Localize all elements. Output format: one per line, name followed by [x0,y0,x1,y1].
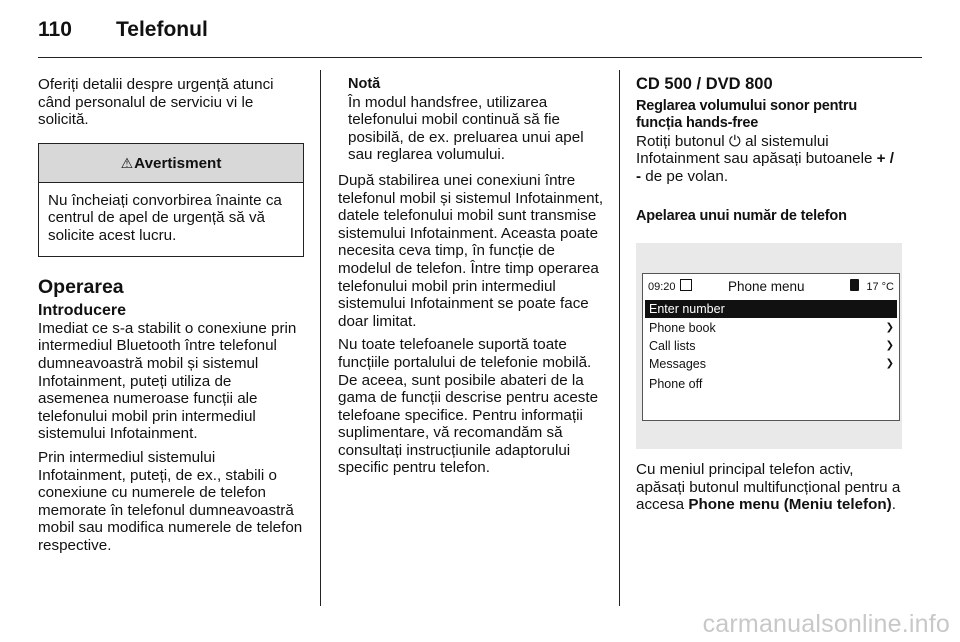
column-1 [38,76,304,560]
column-divider-2 [619,70,620,606]
intro-paragraph: Oferiți detalii despre urgență atunci când personalul de serviciu vi le solicită. [38,76,274,129]
menu-item-enter-number[interactable]: Enter number [645,300,897,318]
volume-text-a: Rotiți butonul [636,132,729,150]
warning-title: Avertisment [134,154,222,172]
phone-menu-display [642,273,900,421]
section-title-cd500: CD 500 / DVD 800 [636,75,773,93]
section-title-operarea: Operarea [38,275,124,298]
page-number: 110 [38,18,72,41]
call-heading: Apelarea unui număr de telefon [636,207,847,224]
volume-heading: Reglarea volumului sonor pentru funcția hands-free [636,97,857,132]
intro-paragraph-1: Imediat ce s-a stabilit o conexiune prin intermediul Bluetooth între telefonul dumneavoastră mobil și sistemul Infotainment, puteți utiliza de asemenea numeroase funcții ale telefonului mobil prin intermediul sistemului Infotainment. [38,319,297,443]
chevron-right-icon: ❯ [885,322,894,334]
column-divider-1 [320,70,321,606]
menu-item-messages[interactable]: Messages ❯ [649,357,894,372]
final-paragraph [636,461,902,514]
warning-box [38,143,304,257]
column-3 [636,76,902,520]
warning-triangle-icon: ⚠ [120,154,134,171]
compatibility-paragraph: Nu toate telefoanele suportă toate funcțiile portalului de telefonie mobilă. De aceea, sunt posibile abateri de la gama de funcții descrise pentru aceste telefoane specifice. Pentru informații suplimentare, vă recomandăm să consultați instrucțiunile adaptorului specific pentru telefon. [338,336,599,477]
chevron-right-icon: ❯ [885,340,894,352]
menu-item-phone-book[interactable]: Phone book ❯ [649,321,894,336]
final-text-b: . [891,496,896,514]
page-title: Telefonul [116,18,208,41]
menu-item-phone-off[interactable]: Phone off [649,377,703,392]
note-block [338,76,604,164]
display-title: Phone menu [728,279,805,295]
phone-menu-screenshot [636,243,902,449]
menu-item-call-lists[interactable]: Call lists ❯ [649,339,894,354]
chevron-right-icon: ❯ [885,358,894,370]
volume-buttons: + / - [636,150,894,185]
phone-menu-label: Phone menu (Meniu telefon) [688,496,892,514]
page-header [38,18,208,42]
subsection-title-introducere: Introducere [38,302,127,320]
power-knob-icon: ⏻ [728,132,741,150]
display-status-bar [643,274,899,296]
volume-text-c: de pe volan. [641,167,729,185]
phone-icon [850,279,859,291]
final-text-a: Cu meniul principal telefon activ, apăsați butonul multifuncțional pentru a accesa [636,461,901,514]
watermark: carmanualsonline.info [702,610,950,638]
warning-header [39,144,303,183]
note-title: Notă [348,76,381,92]
display-clock: 09:20 [648,281,676,294]
note-text: În modul handsfree, utilizarea telefonului mobil continuă să fie posibilă, de ex. preluarea unui apel sau reglarea volumului. [348,93,584,164]
volume-paragraph [636,133,902,186]
header-divider [38,57,922,58]
display-temperature: 17 °C [866,281,894,294]
volume-text-b: al sistemului Infotainment sau apăsați butoanele [636,132,877,168]
display-mode-icon [680,279,692,291]
column-2 [338,76,604,483]
warning-text: Nu încheiați convorbirea înainte ca centrul de apel de urgență să vă solicite acest lucru. [48,191,282,244]
connection-paragraph: După stabilirea unei conexiuni între telefonul mobil și sistemul Infotainment, datele telefonului mobil sunt transmise sistemului Infotainment. Aceasta poate necesita ceva timp, în funcție de modelul de telefon. Între timp operarea telefonului mobil prin intermediul sistemului Infotainment se poate face doar limitat. [338,171,604,330]
intro-paragraph-2: Prin intermediul sistemului Infotainment, puteți, de ex., stabili o conexiune cu numerele de telefon memorate în telefonul dumneavoastră mobil sau modifica numerele de telefon respective. [38,448,303,554]
